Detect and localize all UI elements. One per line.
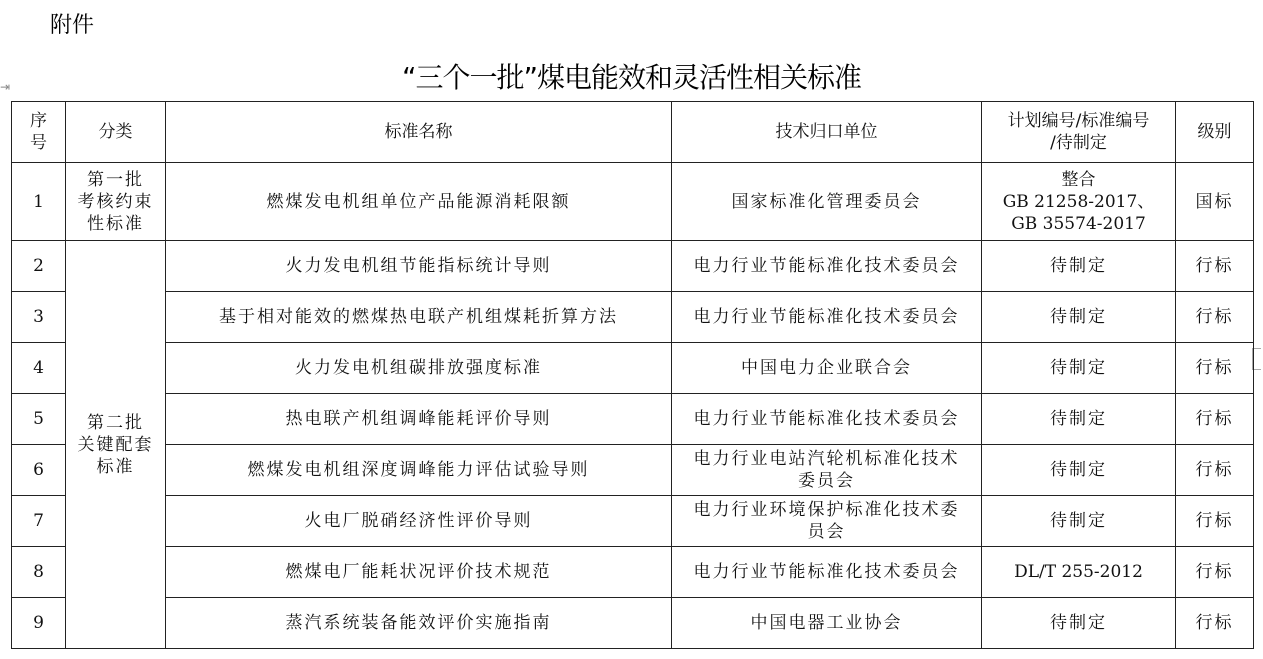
- cell-level: 国标: [1176, 163, 1254, 241]
- cell-seq: 4: [12, 343, 66, 394]
- cell-code: 待制定: [982, 292, 1176, 343]
- cell-level: 行标: [1176, 496, 1254, 547]
- table-row: [12, 394, 1254, 445]
- header-category: 分类: [66, 102, 166, 163]
- cell-level: 行标: [1176, 292, 1254, 343]
- cell-level: 行标: [1176, 343, 1254, 394]
- cell-seq: 5: [12, 394, 66, 445]
- header-name: 标准名称: [166, 102, 672, 163]
- header-level: 级别: [1176, 102, 1254, 163]
- cell-code: 整合 GB 21258-2017、 GB 35574-2017: [982, 163, 1176, 241]
- margin-arrow-icon: ⇥: [0, 80, 11, 94]
- header-unit: 技术归口单位: [672, 102, 982, 163]
- cell-name: 火电厂脱硝经济性评价导则: [166, 496, 672, 547]
- cell-seq: 8: [12, 547, 66, 598]
- document-title: “三个一批”煤电能效和灵活性相关标准: [401, 61, 861, 94]
- standards-table: [11, 101, 1254, 649]
- table-row: [12, 343, 1254, 394]
- table-row: [12, 445, 1254, 496]
- cell-unit: 电力行业环境保护标准化技术委 员会: [672, 496, 982, 547]
- cell-unit: 电力行业节能标准化技术委员会: [672, 394, 982, 445]
- cell-code: DL/T 255-2012: [982, 547, 1176, 598]
- table-row: [12, 547, 1254, 598]
- cell-level: 行标: [1176, 598, 1254, 649]
- cell-seq: 7: [12, 496, 66, 547]
- cell-unit: 国家标准化管理委员会: [672, 163, 982, 241]
- cell-level: 行标: [1176, 547, 1254, 598]
- cell-unit: 中国电力企业联合会: [672, 343, 982, 394]
- header-seq: 序 号: [12, 102, 66, 163]
- table-row: [12, 163, 1254, 241]
- cell-name: 火力发电机组碳排放强度标准: [166, 343, 672, 394]
- cell-code: 待制定: [982, 394, 1176, 445]
- table-row: [12, 496, 1254, 547]
- cell-level: 行标: [1176, 241, 1254, 292]
- cell-level: 行标: [1176, 394, 1254, 445]
- cell-unit: 中国电器工业协会: [672, 598, 982, 649]
- cell-code: 待制定: [982, 496, 1176, 547]
- cell-code: 待制定: [982, 598, 1176, 649]
- cell-code: 待制定: [982, 445, 1176, 496]
- cell-unit: 电力行业节能标准化技术委员会: [672, 292, 982, 343]
- cell-level: 行标: [1176, 445, 1254, 496]
- cell-name: 蒸汽系统装备能效评价实施指南: [166, 598, 672, 649]
- cell-code: 待制定: [982, 241, 1176, 292]
- cell-unit: 电力行业节能标准化技术委员会: [672, 241, 982, 292]
- cell-unit: 电力行业电站汽轮机标准化技术 委员会: [672, 445, 982, 496]
- category-first-batch: 第一批 考核约束 性标准: [66, 163, 166, 241]
- category-second-batch: 第二批 关键配套 标准: [66, 241, 166, 649]
- cell-seq: 3: [12, 292, 66, 343]
- cell-code: 待制定: [982, 343, 1176, 394]
- cell-name: 基于相对能效的燃煤热电联产机组煤耗折算方法: [166, 292, 672, 343]
- table-row: [12, 241, 1254, 292]
- cell-name: 热电联产机组调峰能耗评价导则: [166, 394, 672, 445]
- table-header-row: [12, 102, 1254, 163]
- cell-seq: 1: [12, 163, 66, 241]
- header-code: 计划编号/标准编号 /待制定: [982, 102, 1176, 163]
- cell-unit: 电力行业节能标准化技术委员会: [672, 547, 982, 598]
- cell-name: 燃煤发电机组单位产品能源消耗限额: [166, 163, 672, 241]
- cell-name: 燃煤发电机组深度调峰能力评估试验导则: [166, 445, 672, 496]
- cell-seq: 6: [12, 445, 66, 496]
- cell-seq: 2: [12, 241, 66, 292]
- table-row: [12, 598, 1254, 649]
- cell-name: 燃煤电厂能耗状况评价技术规范: [166, 547, 672, 598]
- cell-name: 火力发电机组节能指标统计导则: [166, 241, 672, 292]
- table-row: [12, 292, 1254, 343]
- attachment-label: 附件: [50, 13, 95, 38]
- cell-seq: 9: [12, 598, 66, 649]
